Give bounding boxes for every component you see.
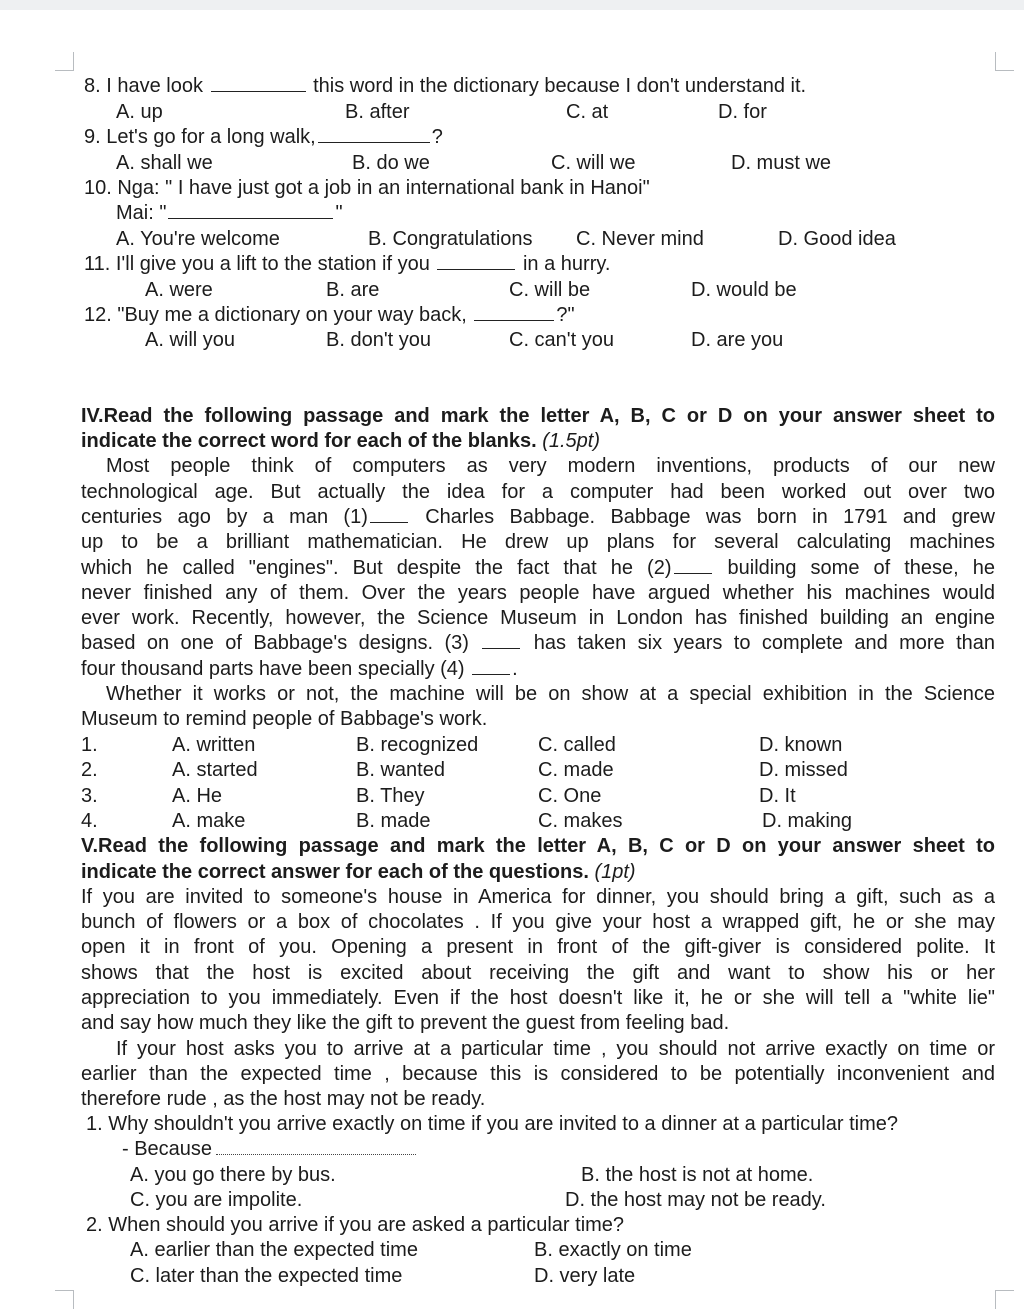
option-b: B. are — [326, 279, 380, 301]
question-text: in a hurry. — [522, 253, 611, 275]
option-b: B. don't you — [326, 329, 431, 351]
option-c: C. you are impolite. — [130, 1189, 303, 1211]
question-text: 8. I have look — [84, 75, 203, 97]
option-d: D. known — [759, 734, 843, 756]
passage-line: ever work. Recently, however, the Science Museum in London has finished building an engine — [81, 607, 995, 629]
option-d: D. for — [718, 101, 767, 123]
passage-line: never finished any of them. Over the years people have argued whether his machines would — [81, 582, 995, 604]
option-b: B. do we — [352, 152, 430, 174]
option-d: D. missed — [759, 759, 848, 781]
option-d: D. would be — [691, 279, 797, 301]
answer-number: 1. — [81, 734, 98, 756]
passage-line: and say how much they like the gift to prevent the guest from feeling bad. — [81, 1012, 730, 1034]
crop-mark — [55, 52, 74, 71]
option-d: D. must we — [731, 152, 832, 174]
option-a: A. written — [172, 734, 256, 756]
points-label: (1.5pt) — [542, 430, 601, 452]
passage-line: technological age. But actually the idea for a computer had been worked out over two — [81, 481, 995, 503]
passage-line: Most people think of computers as very modern inventions, products of our new — [106, 455, 995, 477]
option-a: A. will you — [145, 329, 236, 351]
passage-line: therefore rude , as the host may not be ready. — [81, 1088, 486, 1110]
passage-line: up to be a brilliant mathematician. He drew up plans for several calculating machines — [81, 531, 995, 553]
crop-mark — [995, 52, 1014, 71]
answer-blank — [318, 128, 430, 143]
option-c: C. makes — [538, 810, 623, 832]
question-12 — [84, 303, 575, 328]
question-9 — [84, 125, 443, 150]
question-text: " — [335, 202, 343, 224]
passage-line: shows that the host is excited about receiving the gift and want to show his or her — [81, 962, 995, 984]
option-d: D. very late — [534, 1265, 636, 1287]
section-4-heading: IV.Read the following passage and mark the letter A, B, C or D on your answer sheet to — [81, 405, 995, 427]
passage-line: Museum to remind people of Babbage's work. — [81, 708, 488, 730]
option-d: D. the host may not be ready. — [565, 1189, 826, 1211]
option-d: D. are you — [691, 329, 784, 351]
question-10: 10. Nga: " I have just got a job in an international bank in Hanoi" — [84, 177, 650, 199]
option-a: A. shall we — [116, 152, 213, 174]
option-b: B. exactly on time — [534, 1239, 692, 1261]
passage-line: Whether it works or not, the machine will be on show at a special exhibition in the Science — [106, 683, 995, 705]
option-a: A. were — [145, 279, 213, 301]
passage-line: four thousand parts have been specially (4) . — [81, 658, 518, 680]
option-a: A. earlier than the expected time — [130, 1239, 418, 1261]
answer-blank — [437, 255, 515, 270]
question-8 — [84, 74, 806, 99]
question-text: 9. Let's go for a long walk, — [84, 126, 316, 148]
option-b: B. made — [356, 810, 431, 832]
top-bar — [0, 0, 1024, 10]
option-d: D. making — [762, 810, 853, 832]
option-c: C. Never mind — [576, 228, 704, 250]
option-c: C. will we — [551, 152, 636, 174]
answer-blank — [370, 508, 408, 523]
passage-line: bunch of flowers or a box of chocolates . If you give your host a wrapped gift, he or she may — [81, 911, 995, 933]
question-1: 1. Why shouldn't you arrive exactly on time if you are invited to a dinner at a particular time? — [86, 1113, 898, 1135]
option-a: A. you go there by bus. — [130, 1164, 336, 1186]
passage-line: which he called "engines". But despite the fact that he (2) building some of these, he — [81, 557, 995, 579]
option-b: B. Congratulations — [368, 228, 533, 250]
question-text: 11. I'll give you a lift to the station if you — [84, 253, 430, 275]
option-c: C. will be — [509, 279, 591, 301]
option-c: C. made — [538, 759, 614, 781]
option-a: A. started — [172, 759, 258, 781]
option-b: B. after — [345, 101, 410, 123]
option-a: A. He — [172, 785, 223, 807]
option-a: A. up — [116, 101, 163, 123]
option-d: D. It — [759, 785, 796, 807]
question-2: 2. When should you arrive if you are asked a particular time? — [86, 1214, 625, 1236]
section-5-heading: V.Read the following passage and mark the letter A, B, C or D on your answer sheet to — [81, 835, 995, 857]
passage-line: If your host asks you to arrive at a particular time , you should not arrive exactly on time or — [116, 1038, 995, 1060]
answer-blank — [472, 660, 510, 675]
option-c: C. can't you — [509, 329, 614, 351]
option-a: A. make — [172, 810, 246, 832]
question-text: 12. "Buy me a dictionary on your way back, — [84, 304, 467, 326]
question-text: this word in the dictionary because I don't understand it. — [313, 75, 807, 97]
answer-number: 4. — [81, 810, 98, 832]
section-4-heading-line2: indicate the correct word for each of the blanks. (1.5pt) — [81, 430, 601, 452]
answer-blank — [168, 204, 333, 219]
because-line: - Because — [122, 1137, 416, 1162]
question-11 — [84, 252, 610, 277]
answer-dots — [216, 1142, 416, 1155]
passage-line: If you are invited to someone's house in America for dinner, you should bring a gift, such as a — [81, 886, 995, 908]
answer-blank — [474, 306, 554, 321]
answer-number: 2. — [81, 759, 98, 781]
passage-line: earlier than the expected time , because this is considered to be potentially inconvenient and — [81, 1063, 995, 1085]
answer-blank — [211, 77, 306, 92]
crop-mark — [55, 1290, 74, 1309]
answer-blank — [482, 634, 520, 649]
option-c: C. called — [538, 734, 616, 756]
question-text: ? — [431, 126, 443, 148]
option-a: A. You're welcome — [116, 228, 280, 250]
passage-line: centuries ago by a man (1) Charles Babbage. Babbage was born in 1791 and grew — [81, 506, 995, 528]
option-c: C. One — [538, 785, 602, 807]
option-b: B. wanted — [356, 759, 445, 781]
answer-blank — [674, 559, 712, 574]
section-5-heading-line2: indicate the correct answer for each of the questions. (1pt) — [81, 861, 636, 883]
points-label: (1pt) — [594, 861, 636, 883]
option-c: C. later than the expected time — [130, 1265, 403, 1287]
passage-line: based on one of Babbage's designs. (3) has taken six years to complete and more than — [81, 632, 995, 654]
option-b: B. the host is not at home. — [581, 1164, 814, 1186]
passage-line: open it in front of you. Opening a present in front of the gift-giver is considered polite. It — [81, 936, 995, 958]
option-d: D. Good idea — [778, 228, 896, 250]
passage-line: appreciation to you immediately. Even if the host doesn't like it, he or she will tell a "white lie" — [81, 987, 995, 1009]
crop-mark — [995, 1290, 1014, 1309]
mai-reply — [116, 201, 343, 226]
question-text: ?" — [556, 304, 575, 326]
answer-number: 3. — [81, 785, 98, 807]
option-b: B. They — [356, 785, 425, 807]
option-b: B. recognized — [356, 734, 479, 756]
option-c: C. at — [566, 101, 609, 123]
question-text: Mai: " — [116, 202, 167, 224]
